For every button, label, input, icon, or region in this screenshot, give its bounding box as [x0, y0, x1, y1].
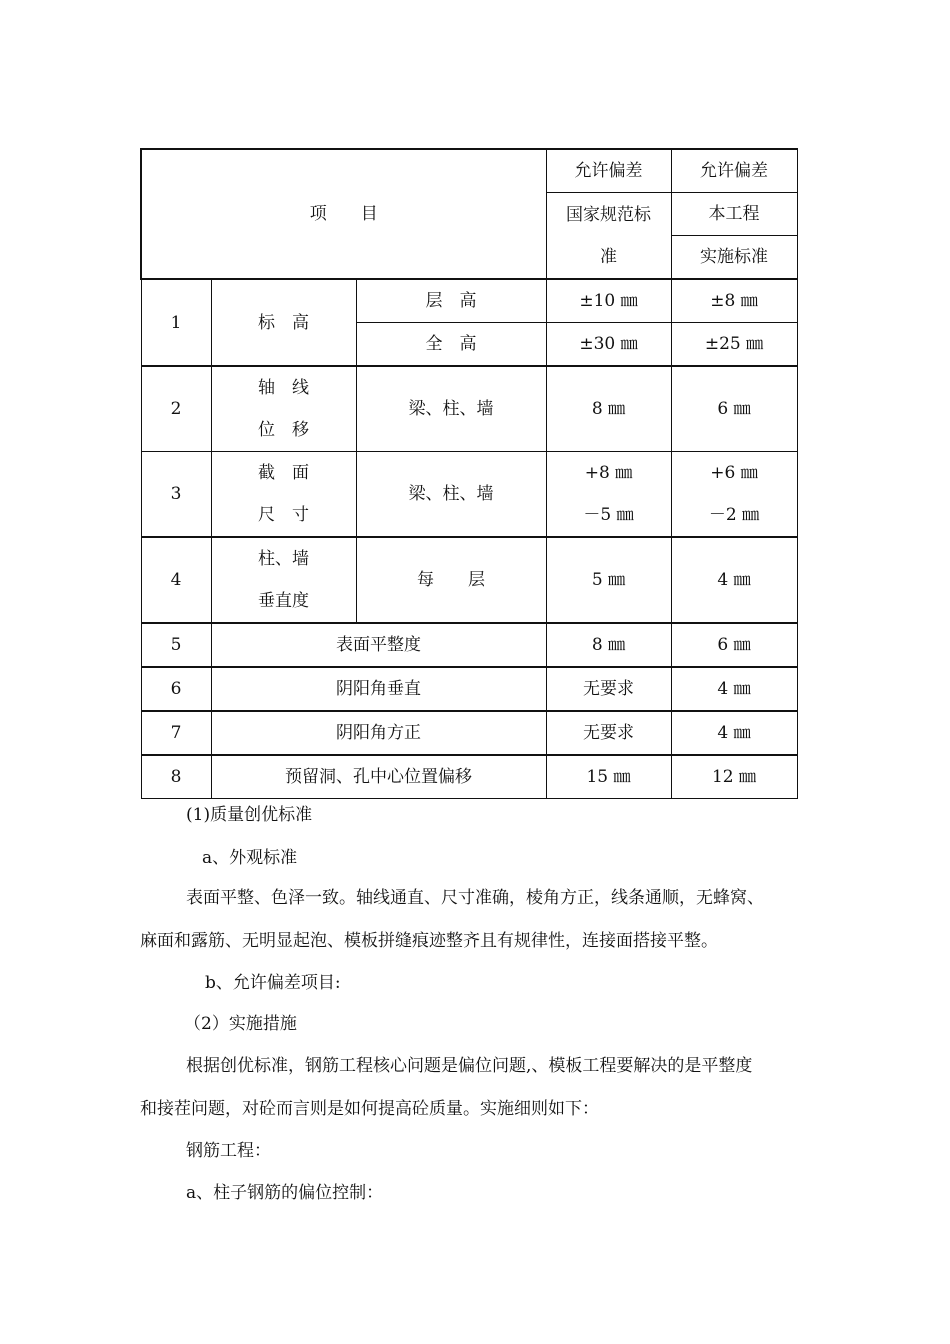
row-project: 12 ㎜ — [671, 755, 797, 799]
row-project: 4 ㎜ — [671, 537, 797, 623]
tolerance-table — [140, 148, 798, 799]
row-project: ±8 ㎜ — [671, 279, 797, 323]
subheading-column-rebar: a、柱子钢筋的偏位控制： — [186, 1183, 384, 1203]
row-national — [546, 452, 671, 538]
row-national: 无要求 — [546, 711, 671, 755]
header-national-line1: 国家规范标 — [566, 204, 651, 225]
row-project-line2: －2 ㎜ — [708, 505, 760, 525]
table-row — [141, 452, 797, 538]
row-no: 1 — [141, 279, 211, 366]
header-project-line1: 本工程 — [671, 193, 797, 236]
row-national-line1: +8 ㎜ — [584, 463, 633, 483]
row-national: 无要求 — [546, 667, 671, 711]
header-item: 项 目 — [141, 149, 546, 279]
row-item: 梁、柱、墙 — [356, 452, 546, 538]
row-no: 7 — [141, 711, 211, 755]
subheading-appearance: a、外观标准 — [202, 848, 298, 868]
row-name: 阴阳角方正 — [211, 711, 546, 755]
header-national — [546, 193, 671, 280]
header-project-line2: 实施标准 — [671, 236, 797, 280]
row-no: 2 — [141, 366, 211, 452]
row-item: 每 层 — [356, 537, 546, 623]
row-name — [211, 452, 356, 538]
row-name-line1: 截 面 — [258, 463, 309, 483]
row-national: ±10 ㎜ — [546, 279, 671, 323]
row-national: ±30 ㎜ — [546, 323, 671, 367]
row-name — [211, 537, 356, 623]
row-project-line1: +6 ㎜ — [710, 463, 758, 483]
section-heading-measures: （2）实施措施 — [184, 1014, 297, 1034]
subheading-rebar: 钢筋工程： — [186, 1141, 271, 1161]
table-row — [141, 667, 797, 711]
section-heading-quality: (1)质量创优标准 — [186, 805, 313, 825]
table-row — [141, 755, 797, 799]
row-name: 标 高 — [211, 279, 356, 366]
row-name-line1: 柱、墙 — [258, 549, 309, 569]
row-no: 4 — [141, 537, 211, 623]
row-national: 15 ㎜ — [546, 755, 671, 799]
table-row — [141, 623, 797, 667]
subheading-tolerance: b、允许偏差项目: — [205, 973, 341, 993]
row-name: 预留洞、孔中心位置偏移 — [211, 755, 546, 799]
row-item: 层 高 — [356, 279, 546, 323]
table-row — [141, 279, 797, 323]
row-no: 5 — [141, 623, 211, 667]
row-no: 8 — [141, 755, 211, 799]
paragraph-line: 麻面和露筋、无明显起泡、模板拼缝痕迹整齐且有规律性，连接面搭接平整。 — [140, 931, 718, 951]
row-name-line2: 垂直度 — [258, 591, 309, 611]
row-national-line2: －5 ㎜ — [583, 505, 634, 525]
row-national: 8 ㎜ — [546, 623, 671, 667]
row-name-line2: 尺 寸 — [258, 505, 309, 525]
row-name: 阴阳角垂直 — [211, 667, 546, 711]
row-project: 4 ㎜ — [671, 711, 797, 755]
table-row — [141, 711, 797, 755]
table-row — [141, 537, 797, 623]
row-item: 梁、柱、墙 — [356, 366, 546, 452]
row-name: 表面平整度 — [211, 623, 546, 667]
row-project: ±25 ㎜ — [671, 323, 797, 367]
row-item: 全 高 — [356, 323, 546, 367]
table-row — [141, 366, 797, 452]
row-project: 4 ㎜ — [671, 667, 797, 711]
row-national: 8 ㎜ — [546, 366, 671, 452]
header-project-top: 允许偏差 — [671, 149, 797, 193]
row-project: 6 ㎜ — [671, 366, 797, 452]
row-name-line1: 轴 线 — [258, 378, 309, 398]
paragraph-line: 和接茬问题，对砼而言则是如何提高砼质量。实施细则如下： — [140, 1099, 599, 1119]
paragraph-line: 表面平整、色泽一致。轴线通直、尺寸准确，棱角方正，线条通顺，无蜂窝、 — [186, 888, 764, 908]
row-project: 6 ㎜ — [671, 623, 797, 667]
row-name — [211, 366, 356, 452]
row-project — [671, 452, 797, 538]
row-no: 6 — [141, 667, 211, 711]
row-national: 5 ㎜ — [546, 537, 671, 623]
paragraph-line: 根据创优标准，钢筋工程核心问题是偏位问题,、模板工程要解决的是平整度 — [186, 1056, 753, 1076]
table-header-row — [141, 149, 797, 193]
header-national-top: 允许偏差 — [546, 149, 671, 193]
row-no: 3 — [141, 452, 211, 538]
header-national-line2: 准 — [600, 246, 617, 267]
row-name-line2: 位 移 — [258, 420, 309, 440]
